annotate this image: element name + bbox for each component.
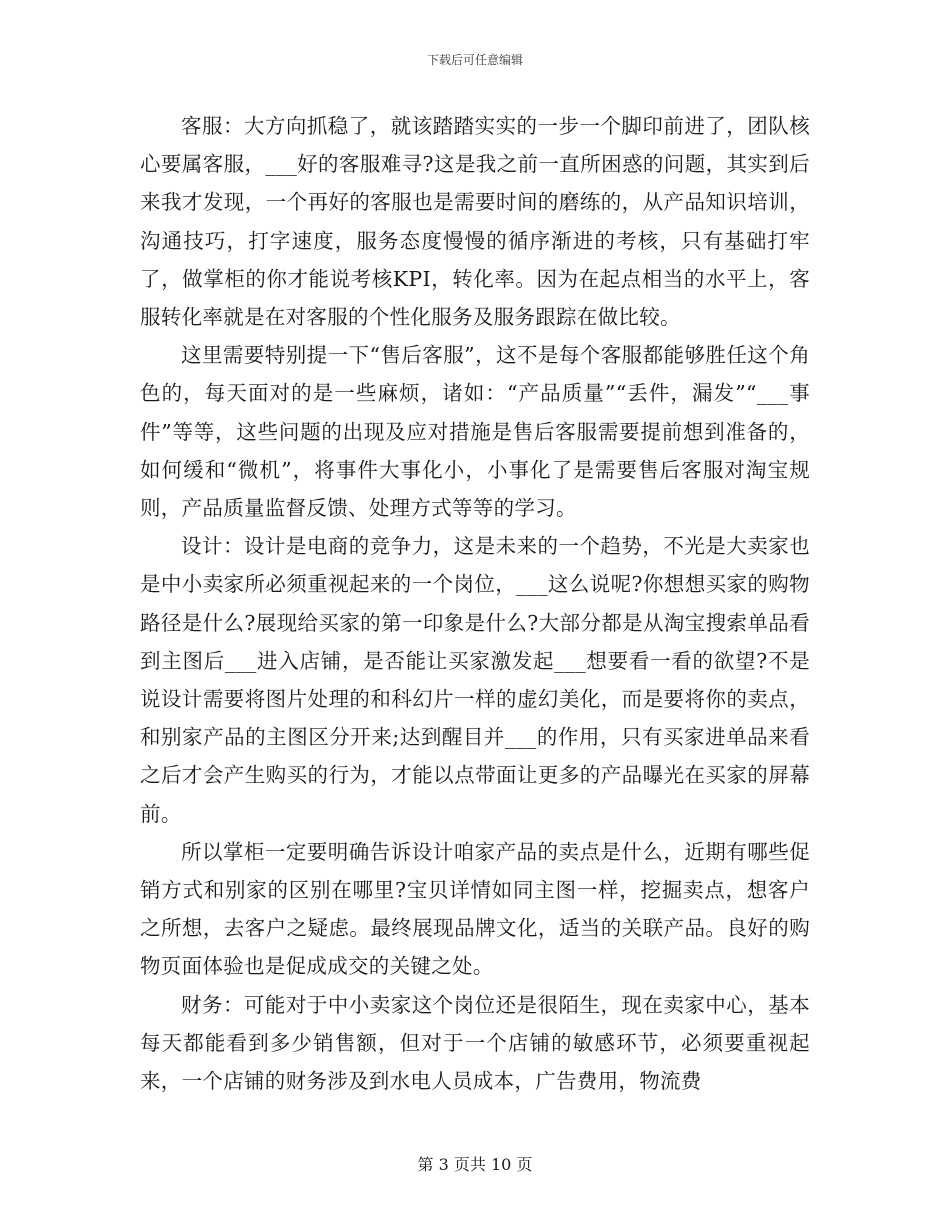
- paragraph-finance: 财务：可能对于中小卖家这个岗位还是很陌生，现在卖家中心，基本每天都能看到多少销售额，但对于一个店铺的敏感环节，必须要重视起来，一个店铺的财务涉及到水电人员成本，广告费用，物流费: [140, 992, 810, 1094]
- page-header: 下载后可任意编辑: [426, 53, 523, 67]
- paragraph-customer-service: 客服：大方向抓稳了，就该踏踏实实的一步一个脚印前进了，团队核心要属客服，___好的客服难寻?这是我之前一直所困惑的问题，其实到后来我才发现，一个再好的客服也是需要时间的磨练的，从产品知识培训，沟通技巧，打字速度，服务态度慢慢的循序渐进的考核，只有基础打牢了，做掌柜的你才能说考核KPI，转化率。因为在起点相当的水平上，客服转化率就是在对客服的个性化服务及服务跟踪在做比较。: [140, 114, 810, 330]
- page-footer: 第 3 页共 10 页: [417, 1155, 533, 1174]
- document-body: [140, 107, 810, 1100]
- paragraph-design: 设计：设计是电商的竞争力，这是未来的一个趋势，不光是大卖家也是中小卖家所必须重视起来的一个岗位，___这么说呢?你想想买家的购物路径是什么?展现给买家的第一印象是什么?大部分都是从淘宝搜索单品看到主图后___进入店铺，是否能让买家激发起___想要看一看的欲望?不是说设计需要将图片处理的和科幻片一样的虚幻美化，而是要将你的卖点，和别家产品的主图区分开来;达到醒目并___的作用，只有买家进单品来看之后才会产生购买的行为，才能以点带面让更多的产品曝光在买家的屏幕前。: [140, 534, 810, 826]
- paragraph-selling-points: 所以掌柜一定要明确告诉设计咱家产品的卖点是什么，近期有哪些促销方式和别家的区别在哪里?宝贝详情如同主图一样，挖掘卖点，想客户之所想，去客户之疑虑。最终展现品牌文化，适当的关联产品。良好的购物页面体验也是促成成交的关键之处。: [140, 839, 810, 979]
- paragraph-after-sales: 这里需要特别提一下“售后客服”，这不是每个客服都能够胜任这个角色的，每天面对的是一些麻烦，诸如：“产品质量”“丢件，漏发”“___事件”等等，这些问题的出现及应对措施是售后客服需要提前想到准备的，如何缓和“微机”，将事件大事化小，小事化了是需要售后客服对淘宝规则，产品质量监督反馈、处理方式等等的学习。: [140, 343, 810, 521]
